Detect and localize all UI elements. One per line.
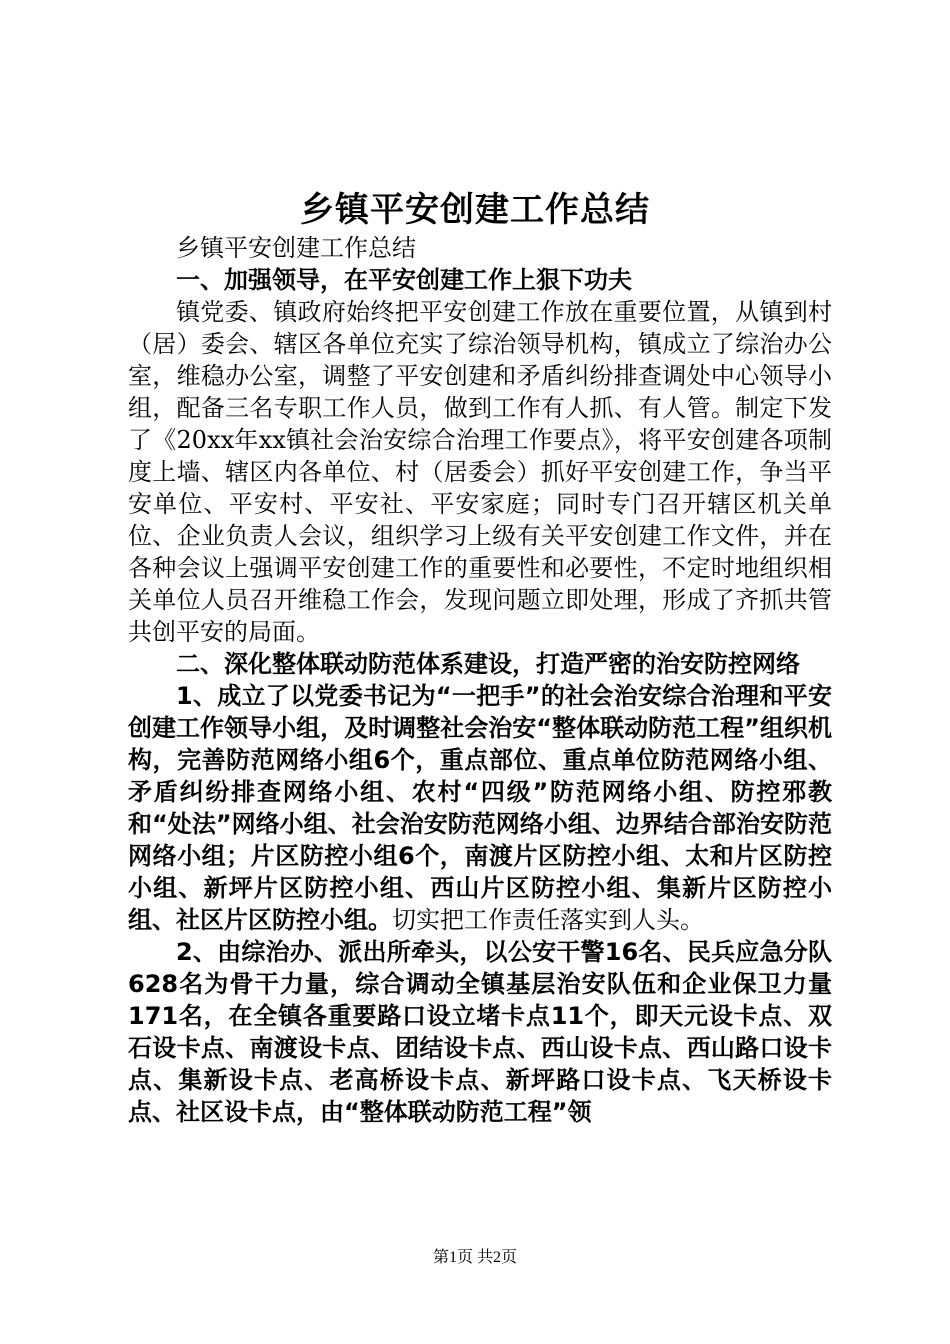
document-subtitle: 乡镇平安创建工作总结: [176, 234, 416, 262]
document-title: 乡镇平安创建工作总结: [300, 190, 650, 230]
page-number-footer: 第1页 共2页: [432, 1249, 517, 1266]
paragraph-2-normal-text: 切实把工作责任落实到人头。: [392, 906, 704, 934]
paragraph-3: 2、由综治办、派出所牵头，以公安干警16名、民兵应急分队628名为骨干力量，综合调动全镇基层治安队伍和企业保卫力量171名，在全镇各重要路口设立堵卡点11个，即天元设卡点、双石设卡点、南渡设卡点、团结设卡点、西山设卡点、西山路口设卡点、集新设卡点、老高桥设卡点、新坪路口设卡点、飞天桥设卡点、社区设卡点，由“整体联动防范工程”领: [128, 938, 832, 1126]
paragraph-2: [128, 680, 832, 936]
paragraph-1: 镇党委、镇政府始终把平安创建工作放在重要位置，从镇到村（居）委会、辖区各单位充实了综治领导机构，镇成立了综治办公室，维稳办公室，调整了平安创建和矛盾纠纷排查调处中心领导小组，配备三名专职工作人员，做到工作有人抓、有人管。制定下发了《20xx年xx镇社会治安综合治理工作要点》，将平安创建各项制度上墙、辖区内各单位、村（居委会）抓好平安创建工作，争当平安单位、平安村、平安社、平安家庭；同时专门召开辖区机关单位、企业负责人会议，组织学习上级有关平安创建工作文件，并在各种会议上强调平安创建工作的重要性和必要性，不定时地组织相关单位人员召开维稳工作会，发现问题立即处理，形成了齐抓共管共创平安的局面。: [128, 298, 832, 646]
paragraph-2-bold-text: 1、成立了以党委书记为“一把手”的社会治安综合治理和平安创建工作领导小组，及时调整社会治安“整体联动防范工程”组织机构，完善防范网络小组6个，重点部位、重点单位防范网络小组、矛盾纠纷排查网络小组、农村“四级”防范网络小组、防控邪教和“处法”网络小组、社会治安防范网络小组、边界结合部治安防范网络小组；片区防控小组6个，南渡片区防控小组、太和片区防控小组、新坪片区防控小组、西山片区防控小组、集新片区防控小组、社区片区防控小组。: [128, 682, 832, 934]
section-heading-2: 二、深化整体联动防范体系建设，打造严密的治安防控网络: [176, 650, 800, 678]
document-body: [128, 232, 832, 1128]
section-heading-1: 一、加强领导，在平安创建工作上狠下功夫: [176, 266, 632, 294]
